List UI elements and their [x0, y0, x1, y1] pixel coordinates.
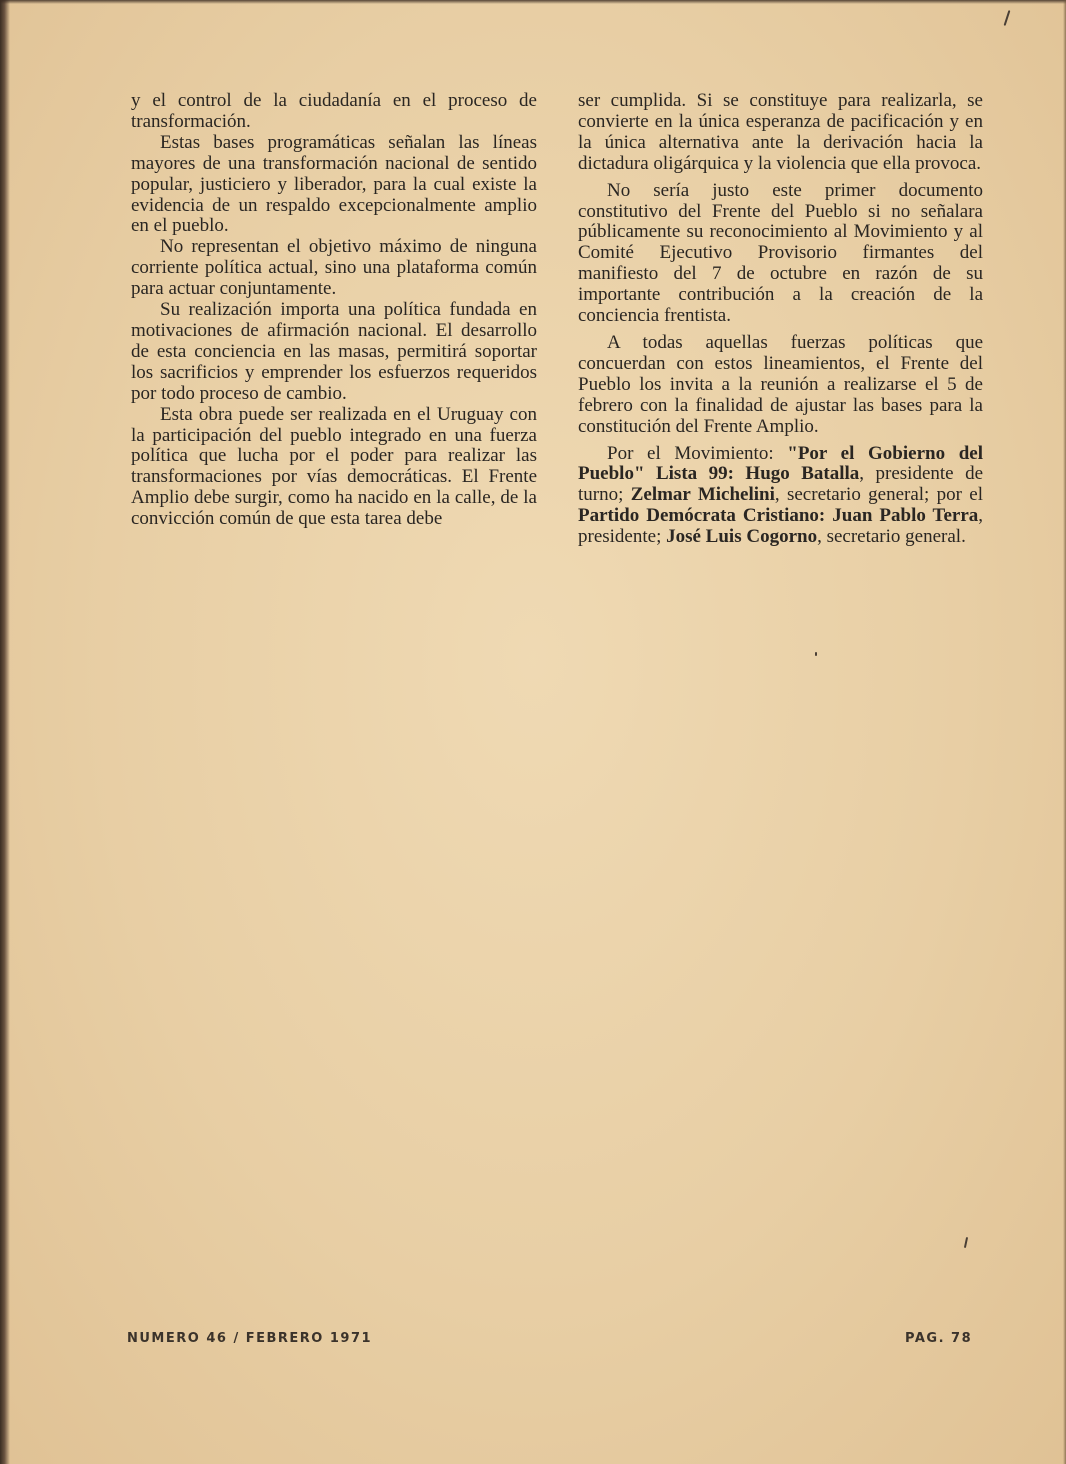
- paragraph: No representan el objetivo máximo de ninguna corriente política actual, sino una plataforma común para actuar conjuntamente.: [131, 236, 537, 300]
- left-column: [131, 91, 537, 530]
- signature-text: , secretario general; por el: [774, 484, 984, 506]
- page-top-edge: [0, 0, 1066, 4]
- signature-name: Zelmar Michelini: [630, 484, 775, 506]
- ink-speck: [1004, 10, 1011, 26]
- right-column: [578, 91, 983, 548]
- signature-name: José Luis Cogorno: [666, 526, 818, 548]
- paragraph: ser cumplida. Si se constituye para realizarla, se convierte en la única esperanza de pacificación y en la única alternativa ante la derivación hacia la dictadura oligárquica y la violencia que ella provoca.: [578, 90, 983, 174]
- paragraph: A todas aquellas fuerzas políticas que concuerdan con estos lineamientos, el Frente del Pueblo los invita a la reunión a realizarse el 5 de febrero con la finalidad de ajustar las bases para la constitución del Frente Amplio.: [578, 331, 983, 437]
- signature-paragraph: [578, 444, 983, 549]
- page-number: PAG. 78: [905, 1331, 973, 1346]
- paragraph: y el control de la ciudadanía en el proceso de transformación.: [131, 90, 537, 132]
- paragraph: Esta obra puede ser realizada en el Uruguay con la participación del pueblo integrado en una fuerza política que lucha por el poder para realizar las transformaciones por vías democráticas. El Frente Amplio debe surgir, como ha nacido en la calle, de la convicción común de que esta tarea debe: [131, 403, 537, 530]
- signature-text: , presidente de turno;: [578, 463, 984, 506]
- page-binding-edge: [0, 0, 10, 1464]
- signature-name: "Por el Gobierno del Pueblo" Lista 99: Hugo Batalla: [578, 442, 983, 485]
- paragraph: No sería justo este primer documento constitutivo del Frente del Pueblo si no señalara públicamente su reconocimiento al Movimiento y al Comité Ejecutivo Provisorio firmantes del manifiesto del 7 de octubre en razón de su importante contribución a la creación de la conciencia frentista.: [578, 179, 983, 327]
- signature-name: Partido Demócrata Cristiano: Juan Pablo Terra: [578, 505, 979, 527]
- paragraph: Su realización importa una política fundada en motivaciones de afirmación nacional. El desarrollo de esta conciencia en las masas, permitirá soportar los sacrificios y emprender los esfuerzos requeridos por todo proceso de cambio.: [131, 299, 537, 404]
- signature-text: , secretario general.: [817, 526, 966, 548]
- ink-speck: [964, 1237, 968, 1248]
- ink-speck: [815, 652, 817, 656]
- signature-text: Por el Movimiento:: [607, 442, 788, 464]
- issue-footer: NUMERO 46 / FEBRERO 1971: [127, 1331, 373, 1346]
- paragraph: Estas bases programáticas señalan las líneas mayores de una transformación nacional de sentido popular, justiciero y liberador, para la cual existe la evidencia de un respaldo excepcionalmente amplio en el pueblo.: [131, 131, 537, 237]
- signature-text: , presidente;: [578, 505, 983, 548]
